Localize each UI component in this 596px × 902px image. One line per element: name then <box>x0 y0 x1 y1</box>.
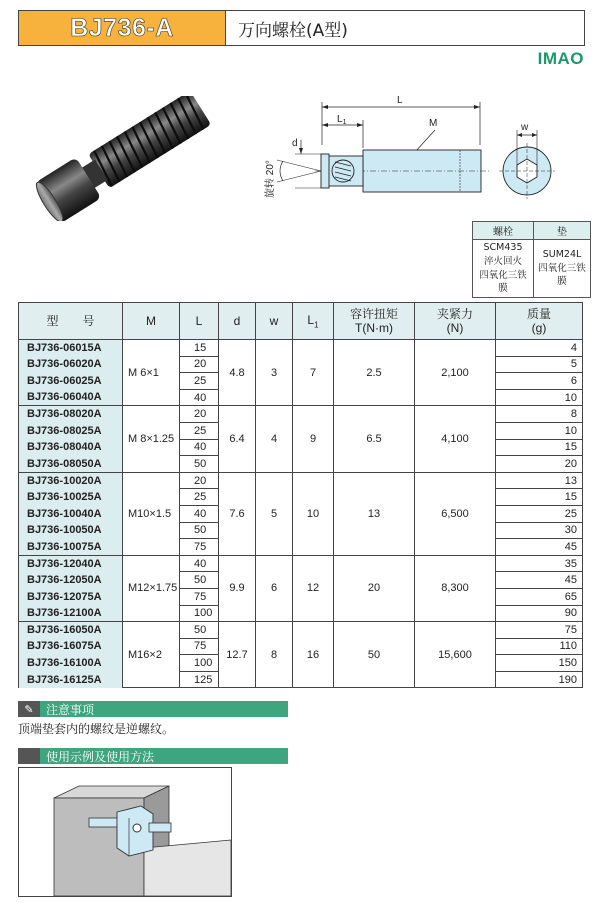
pencil-icon: ✎ <box>18 701 40 717</box>
spec-row <box>19 340 583 357</box>
clamp-cell: 8,300 <box>415 555 496 621</box>
model-cell: BJ736-08040A <box>19 439 123 456</box>
dimension-drawing <box>255 90 555 215</box>
length-cell: 40 <box>180 505 219 522</box>
col-w: w <box>256 303 293 340</box>
w-cell: 3 <box>256 340 293 406</box>
model-cell: BJ736-12050A <box>19 572 123 589</box>
thread-cell: M16×2 <box>123 622 180 688</box>
w-cell: 4 <box>256 406 293 472</box>
product-code: BJ736-A <box>19 11 226 45</box>
model-cell: BJ736-16075A <box>19 638 123 655</box>
mass-cell: 6 <box>496 373 583 390</box>
dim-L: L <box>397 95 403 106</box>
model-cell: BJ736-10040A <box>19 505 123 522</box>
length-cell: 25 <box>180 489 219 506</box>
angle-label: 旋转 20° <box>265 160 276 198</box>
col-d: d <box>219 303 256 340</box>
length-cell: 40 <box>180 439 219 456</box>
torque-cell: 2.5 <box>334 340 415 406</box>
mass-cell: 10 <box>496 389 583 406</box>
mass-cell: 45 <box>496 539 583 556</box>
d-cell: 4.8 <box>219 340 256 406</box>
material-header-pad: 垫 <box>534 222 591 240</box>
model-cell: BJ736-08020A <box>19 406 123 423</box>
col-mass: 质量 (g) <box>496 303 583 340</box>
model-cell: BJ736-08025A <box>19 422 123 439</box>
L1-cell: 12 <box>293 555 334 621</box>
length-cell: 75 <box>180 638 219 655</box>
mass-cell: 65 <box>496 588 583 605</box>
torque-cell: 6.5 <box>334 406 415 472</box>
mass-cell: 30 <box>496 522 583 539</box>
title-bar <box>18 10 585 46</box>
length-cell: 50 <box>180 522 219 539</box>
model-cell: BJ736-06025A <box>19 373 123 390</box>
material-header-bolt: 螺栓 <box>473 222 534 240</box>
model-cell: BJ736-12075A <box>19 588 123 605</box>
L1-cell: 16 <box>293 622 334 688</box>
dim-L1: $L_1$ <box>337 114 347 126</box>
clamp-cell: 15,600 <box>415 622 496 688</box>
model-cell: BJ736-08050A <box>19 456 123 473</box>
w-cell: 5 <box>256 472 293 555</box>
model-cell: BJ736-10025A <box>19 489 123 506</box>
col-L: L <box>180 303 219 340</box>
w-cell: 6 <box>256 555 293 621</box>
length-cell: 15 <box>180 340 219 357</box>
thread-cell: M 6×1 <box>123 340 180 406</box>
thread-cell: M10×1.5 <box>123 472 180 555</box>
spec-row <box>19 555 583 572</box>
material-table <box>472 221 591 298</box>
length-cell: 20 <box>180 406 219 423</box>
L1-cell: 7 <box>293 340 334 406</box>
product-photo <box>20 96 220 221</box>
L1-cell: 10 <box>293 472 334 555</box>
torque-cell: 20 <box>334 555 415 621</box>
product-title: 万向螺栓(A型) <box>238 20 348 41</box>
dim-M: M <box>429 118 438 129</box>
model-cell: BJ736-12100A <box>19 605 123 622</box>
col-torque: 容许扭矩 T(N·m) <box>334 303 415 340</box>
model-cell: BJ736-16100A <box>19 655 123 672</box>
length-cell: 125 <box>180 671 219 688</box>
dim-w: w <box>521 122 529 133</box>
model-cell: BJ736-06015A <box>19 340 123 357</box>
model-cell: BJ736-10050A <box>19 522 123 539</box>
mass-cell: 90 <box>496 605 583 622</box>
section-marker-icon <box>18 748 40 764</box>
usage-title: 使用示例及使用方法 <box>46 749 155 764</box>
clamp-cell: 2,100 <box>415 340 496 406</box>
col-M: M <box>123 303 180 340</box>
spec-row <box>19 472 583 489</box>
col-L1: $L_1$ <box>293 303 334 340</box>
mass-cell: 190 <box>496 671 583 688</box>
thread-cell: M12×1.75 <box>123 555 180 621</box>
mass-cell: 13 <box>496 472 583 489</box>
col-model: 型 号 <box>19 303 123 340</box>
model-cell: BJ736-12040A <box>19 555 123 572</box>
notes-header <box>18 701 288 717</box>
usage-illustration <box>18 767 232 897</box>
length-cell: 50 <box>180 572 219 589</box>
d-cell: 12.7 <box>219 622 256 688</box>
mass-cell: 150 <box>496 655 583 672</box>
length-cell: 75 <box>180 588 219 605</box>
mass-cell: 5 <box>496 356 583 373</box>
length-cell: 50 <box>180 456 219 473</box>
mass-cell: 20 <box>496 456 583 473</box>
torque-cell: 13 <box>334 472 415 555</box>
mass-cell: 15 <box>496 439 583 456</box>
model-cell: BJ736-16050A <box>19 622 123 639</box>
notes-text: 顶端垫套内的螺纹是逆螺纹。 <box>18 722 175 736</box>
length-cell: 40 <box>180 389 219 406</box>
clamp-cell: 4,100 <box>415 406 496 472</box>
dim-d: d <box>292 138 298 149</box>
thread-cell: M 8×1.25 <box>123 406 180 472</box>
mass-cell: 25 <box>496 505 583 522</box>
length-cell: 100 <box>180 605 219 622</box>
notes-title: 注意事项 <box>46 702 95 717</box>
model-cell: BJ736-06020A <box>19 356 123 373</box>
mass-cell: 35 <box>496 555 583 572</box>
length-cell: 50 <box>180 622 219 639</box>
model-cell: BJ736-10020A <box>19 472 123 489</box>
spec-row <box>19 406 583 423</box>
brand-logo: IMAO <box>537 49 584 68</box>
usage-header <box>18 748 288 764</box>
material-bolt: SCM435 淬火回火 四氧化三铁膜 <box>473 240 534 298</box>
length-cell: 25 <box>180 422 219 439</box>
mass-cell: 110 <box>496 638 583 655</box>
model-cell: BJ736-06040A <box>19 389 123 406</box>
w-cell: 8 <box>256 622 293 688</box>
clamp-cell: 6,500 <box>415 472 496 555</box>
material-pad: SUM24L 四氧化三铁膜 <box>534 240 591 298</box>
L1-cell: 9 <box>293 406 334 472</box>
model-cell: BJ736-16125A <box>19 671 123 688</box>
spec-row <box>19 622 583 639</box>
torque-cell: 50 <box>334 622 415 688</box>
length-cell: 20 <box>180 356 219 373</box>
spec-table <box>18 302 583 688</box>
d-cell: 7.6 <box>219 472 256 555</box>
length-cell: 100 <box>180 655 219 672</box>
mass-cell: 15 <box>496 489 583 506</box>
mass-cell: 45 <box>496 572 583 589</box>
length-cell: 75 <box>180 539 219 556</box>
mass-cell: 8 <box>496 406 583 423</box>
d-cell: 6.4 <box>219 406 256 472</box>
mass-cell: 4 <box>496 340 583 357</box>
length-cell: 25 <box>180 373 219 390</box>
mass-cell: 10 <box>496 422 583 439</box>
col-clamp: 夹紧力 (N) <box>415 303 496 340</box>
model-cell: BJ736-10075A <box>19 539 123 556</box>
length-cell: 40 <box>180 555 219 572</box>
d-cell: 9.9 <box>219 555 256 621</box>
length-cell: 20 <box>180 472 219 489</box>
mass-cell: 75 <box>496 622 583 639</box>
